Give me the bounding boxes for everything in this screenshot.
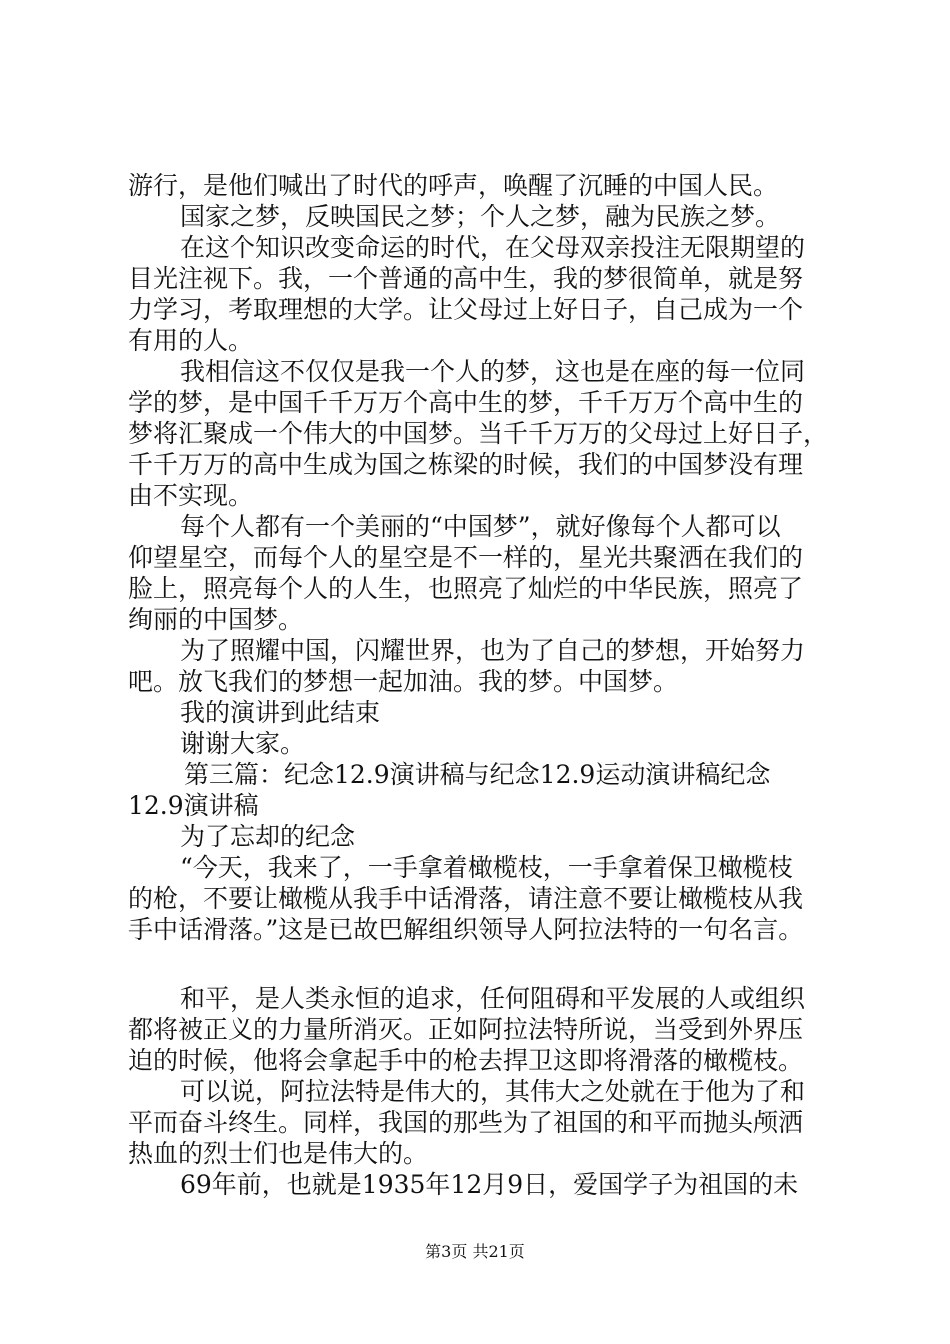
- paragraph-line: 有用的人。: [128, 326, 254, 355]
- paragraph-line: 69年前，也就是1935年12月9日，爱国学子为祖国的未: [180, 1170, 799, 1199]
- paragraph-line: 脸上，照亮每个人的人生，也照亮了灿烂的中华民族，照亮了: [128, 574, 804, 603]
- paragraph-line: 学的梦，是中国千千万万个高中生的梦，千千万万个高中生的: [128, 388, 804, 417]
- section-heading-continued: 12.9演讲稿: [128, 791, 259, 820]
- paragraph-line: 为了照耀中国，闪耀世界，也为了自己的梦想，开始努力: [180, 636, 806, 665]
- speech-title: 为了忘却的纪念: [180, 822, 356, 851]
- page-footer: 第3页 共21页: [425, 1242, 525, 1261]
- paragraph-line: 平而奋斗终生。同样，我国的那些为了祖国的和平而抛头颅洒: [128, 1108, 804, 1137]
- paragraph-line: 和平，是人类永恒的追求，任何阻碍和平发展的人或组织: [180, 984, 806, 1013]
- section-heading: 第三篇：纪念12.9演讲稿与纪念12.9运动演讲稿纪念: [184, 760, 771, 789]
- document-body: [128, 170, 848, 1200]
- closing-line: 我的演讲到此结束: [180, 698, 381, 727]
- paragraph-line: 力学习，考取理想的大学。让父母过上好日子，自己成为一个: [128, 295, 804, 324]
- paragraph-line: 绚丽的中国梦。: [128, 605, 304, 634]
- paragraph-line: 都将被正义的力量所消灭。正如阿拉法特所说，当受到外界压: [128, 1015, 804, 1044]
- paragraph-line: 迫的时候，他将会拿起手中的枪去捍卫这即将滑落的橄榄枝。: [128, 1046, 804, 1075]
- paragraph-line: 吧。放飞我们的梦想一起加油。我的梦。中国梦。: [128, 667, 679, 696]
- paragraph-gap: [128, 945, 848, 983]
- paragraph-line: 热血的烈士们也是伟大的。: [128, 1139, 429, 1168]
- paragraph-line: 仰望星空，而每个人的星空是不一样的，星光共聚洒在我们的: [128, 543, 804, 572]
- paragraph-line: 手中话滑落。”这是已故巴解组织领导人阿拉法特的一句名言。: [128, 915, 804, 944]
- paragraph-line: 由不实现。: [128, 481, 254, 510]
- paragraph-line: 可以说，阿拉法特是伟大的，其伟大之处就在于他为了和: [180, 1077, 806, 1106]
- paragraph-line: “今天，我来了，一手拿着橄榄枝，一手拿着保卫橄榄枝: [180, 853, 793, 882]
- paragraph-line: 游行，是他们喊出了时代的呼声，唤醒了沉睡的中国人民。: [128, 171, 779, 200]
- paragraph-line: 目光注视下。我，一个普通的高中生，我的梦很简单，就是努: [128, 264, 804, 293]
- paragraph-line: 国家之梦，反映国民之梦；个人之梦，融为民族之梦。: [180, 202, 781, 231]
- paragraph-line: 的枪，不要让橄榄从我手中话滑落，请注意不要让橄榄枝从我: [128, 884, 804, 913]
- paragraph-line: 在这个知识改变命运的时代，在父母双亲投注无限期望的: [180, 233, 806, 262]
- paragraph-line: 每个人都有一个美丽的“中国梦”，就好像每个人都可以: [180, 512, 781, 541]
- paragraph-line: 梦将汇聚成一个伟大的中国梦。当千千万万的父母过上好日子，: [128, 419, 829, 448]
- paragraph-line: 千千万万的高中生成为国之栋梁的时候，我们的中国梦没有理: [128, 450, 804, 479]
- paragraph-line: 我相信这不仅仅是我一个人的梦，这也是在座的每一位同: [180, 357, 806, 386]
- thanks-line: 谢谢大家。: [180, 729, 306, 758]
